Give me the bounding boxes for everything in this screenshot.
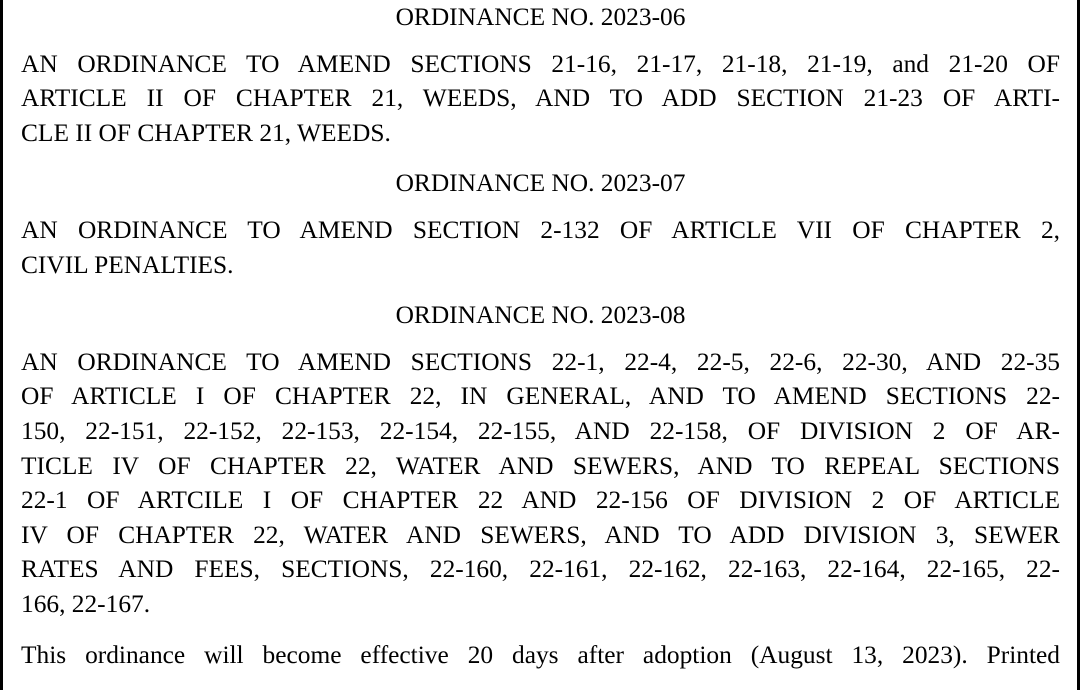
ordinance-line: CIVIL PENALTIES. (21, 250, 234, 279)
ordinance-line: RATES AND FEES, SECTIONS, 22-160, 22-161, 22-162, 22-163, 22-164, 22-165, 22- (21, 555, 1060, 584)
ordinance-heading: ORDINANCE NO. 2023-08 (395, 301, 686, 330)
ordinance-line: CLE II OF CHAPTER 21, WEEDS. (21, 118, 391, 147)
ordinance-line: 150, 22-151, 22-152, 22-153, 22-154, 22-155, AND 22-158, OF DIVISION 2 OF AR- (21, 416, 1060, 445)
ordinance-line: OF ARTICLE I OF CHAPTER 22, IN GENERAL, AND TO AMEND SECTIONS 22- (21, 382, 1060, 411)
footer-line: This ordinance will become effective 20 days after adoption (August 13, 2023). Printed (21, 640, 1060, 669)
ordinance-line: AN ORDINANCE TO AMEND SECTION 2-132 OF ARTICLE VII OF CHAPTER 2, (21, 215, 1060, 244)
ordinance-line: 22-1 OF ARTCILE I OF CHAPTER 22 AND 22-156 OF DIVISION 2 OF ARTICLE (21, 486, 1060, 515)
ordinance-line: AN ORDINANCE TO AMEND SECTIONS 21-16, 21-17, 21-18, 21-19, and 21-20 OF (21, 49, 1060, 78)
ordinance-heading: ORDINANCE NO. 2023-07 (395, 169, 686, 198)
ordinance-line: ARTICLE II OF CHAPTER 21, WEEDS, AND TO ADD SECTION 21-23 OF ARTI- (21, 84, 1060, 113)
ordinance-line: AN ORDINANCE TO AMEND SECTIONS 22-1, 22-4, 22-5, 22-6, 22-30, AND 22-35 (21, 347, 1060, 376)
ordinance-description (21, 213, 1060, 282)
ordinance-line: 166, 22-167. (21, 589, 151, 618)
ordinance-line: TICLE IV OF CHAPTER 22, WATER AND SEWERS, AND TO REPEAL SECTIONS (21, 451, 1060, 480)
ordinance-line: IV OF CHAPTER 22, WATER AND SEWERS, AND TO ADD DIVISION 3, SEWER (21, 520, 1060, 549)
ordinance-heading: ORDINANCE NO. 2023-06 (395, 3, 686, 31)
ordinance-description (21, 47, 1060, 151)
ordinance-description (21, 345, 1060, 622)
effective-date-notice (21, 638, 1060, 673)
